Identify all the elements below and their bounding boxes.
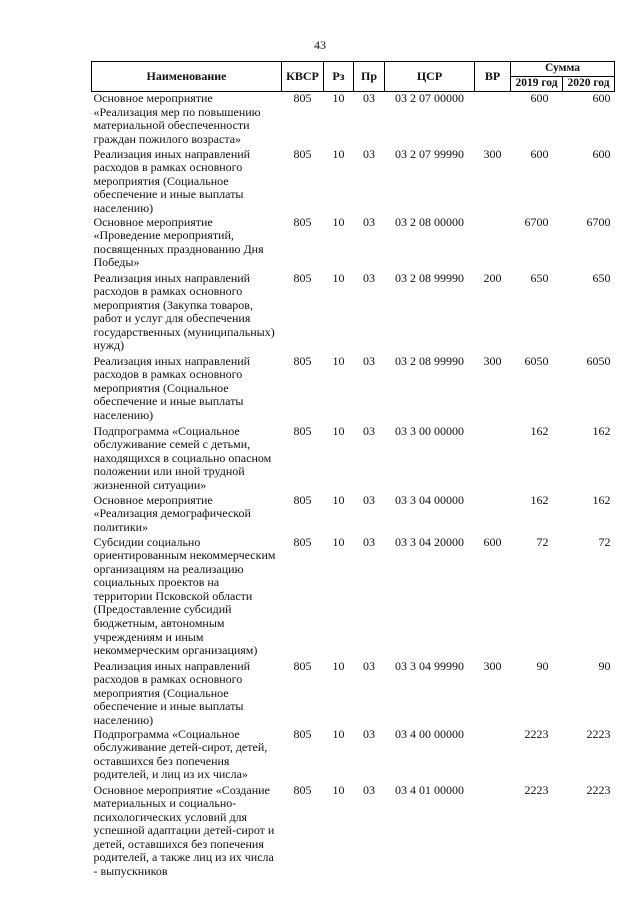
- row-2019: 6050: [524, 353, 549, 368]
- row-rz: 10: [332, 782, 345, 797]
- row-kvsr: 805: [293, 782, 312, 797]
- table-row: [92, 536, 615, 660]
- row-name: Подпрограмма «Социальное обслуживание семей с детьми, находящихся в социально опасном положении или иной трудной жизненной ситуации»: [93, 423, 272, 492]
- row-pr: 03: [363, 91, 375, 105]
- row-2019: 72: [536, 534, 549, 549]
- row-pr: 03: [363, 534, 375, 549]
- row-rz: 10: [332, 726, 345, 741]
- header-2019: 2019 год: [511, 77, 563, 92]
- row-kvsr: 805: [293, 146, 312, 161]
- row-pr: 03: [363, 492, 375, 507]
- row-kvsr: 805: [293, 270, 312, 285]
- row-rz: 10: [332, 270, 345, 285]
- row-2019: 162: [530, 423, 549, 438]
- row-rz: 10: [332, 534, 345, 549]
- table-row: [92, 660, 615, 728]
- row-2019: 600: [530, 146, 549, 161]
- row-name: Основное мероприятие «Реализация мер по повышению материальной обеспеченности граждан пожилого возраста»: [93, 91, 261, 146]
- row-name: Реализация иных направлений расходов в рамках основного мероприятия (Социальное обеспечение и иные выплаты населению): [93, 658, 251, 727]
- row-vr: 300: [483, 658, 502, 673]
- row-kvsr: 805: [293, 658, 312, 673]
- row-pr: 03: [363, 353, 375, 368]
- header-sum: Сумма: [511, 62, 615, 77]
- row-vr: [475, 425, 511, 494]
- row-kvsr: 805: [293, 534, 312, 549]
- table-row: [92, 728, 615, 784]
- row-pr: 03: [363, 423, 375, 438]
- row-name: Реализация иных направлений расходов в рамках основного мероприятия (Социальное обеспечение и иные выплаты населению): [93, 146, 251, 215]
- row-csr: 03 3 04 99990: [395, 658, 464, 673]
- row-rz: 10: [332, 492, 345, 507]
- row-name: Субсидии социально ориентированным некоммерческим организациям на реализацию социальных проектов на территории Псковской области (Предоставление субсидий бюджетным, автономным учреждениям и иным некоммерческим организациям): [93, 534, 276, 658]
- row-pr: 03: [363, 726, 375, 741]
- row-csr: 03 4 00 00000: [395, 726, 464, 741]
- row-csr: 03 4 01 00000: [395, 782, 464, 797]
- table-header: [92, 62, 615, 92]
- row-2020: 2223: [586, 782, 611, 797]
- row-2019: 650: [530, 270, 549, 285]
- row-kvsr: 805: [293, 91, 312, 105]
- row-vr: [475, 216, 511, 272]
- row-2020: 600: [592, 146, 611, 161]
- row-pr: 03: [363, 146, 375, 161]
- table-row: [92, 494, 615, 536]
- table-row: [92, 355, 615, 425]
- table-row: [92, 148, 615, 216]
- row-pr: 03: [363, 270, 375, 285]
- row-vr: [475, 494, 511, 536]
- table-row: [92, 784, 615, 880]
- row-2019: 162: [530, 492, 549, 507]
- row-vr: 300: [483, 146, 502, 161]
- row-rz: 10: [332, 91, 345, 105]
- row-kvsr: 805: [293, 214, 312, 229]
- row-pr: 03: [363, 658, 375, 673]
- row-csr: 03 2 07 00000: [395, 91, 464, 105]
- row-2020: 162: [592, 423, 611, 438]
- row-csr: 03 2 07 99990: [395, 146, 464, 161]
- row-vr: [475, 728, 511, 784]
- row-rz: 10: [332, 353, 345, 368]
- row-name: Основное мероприятие «Проведение мероприятий, посвященных празднованию Дня Победы»: [93, 214, 264, 270]
- row-vr: 300: [483, 353, 502, 368]
- row-name: Основное мероприятие «Создание материальных и социально-психологических условий для успешной адаптации детей-сирот и детей, оставшихся без попечения родителей, а также лиц из их числа - выпускников: [93, 782, 275, 879]
- row-pr: 03: [363, 214, 375, 229]
- row-2020: 650: [592, 270, 611, 285]
- row-kvsr: 805: [293, 726, 312, 741]
- row-2020: 72: [598, 534, 611, 549]
- page-number: 43: [314, 38, 326, 52]
- row-2020: 6050: [586, 353, 611, 368]
- row-2020: 90: [598, 658, 611, 673]
- header-csr: ЦСР: [385, 62, 475, 92]
- row-kvsr: 805: [293, 492, 312, 507]
- row-rz: 10: [332, 214, 345, 229]
- row-2020: 162: [592, 492, 611, 507]
- row-2019: 600: [530, 91, 549, 105]
- row-2020: 6700: [586, 214, 611, 229]
- table-row: [92, 92, 615, 148]
- row-rz: 10: [332, 658, 345, 673]
- header-name: Наименование: [92, 62, 282, 92]
- row-2020: 2223: [586, 726, 611, 741]
- row-rz: 10: [332, 423, 345, 438]
- row-csr: 03 2 08 99990: [395, 353, 464, 368]
- row-kvsr: 805: [293, 353, 312, 368]
- header-kvsr: КВСР: [282, 62, 324, 92]
- row-vr: [475, 92, 511, 148]
- row-2020: 600: [592, 91, 611, 105]
- row-vr: [475, 784, 511, 880]
- header-vr: ВР: [475, 62, 511, 92]
- row-rz: 10: [332, 146, 345, 161]
- header-pr: Пр: [354, 62, 385, 92]
- row-csr: 03 2 08 00000: [395, 214, 464, 229]
- header-rz: Рз: [324, 62, 354, 92]
- row-csr: 03 3 00 00000: [395, 423, 464, 438]
- row-name: Основное мероприятие «Реализация демографической политики»: [93, 492, 251, 534]
- row-csr: 03 2 08 99990: [395, 270, 464, 285]
- row-csr: 03 3 04 00000: [395, 492, 464, 507]
- row-vr: 600: [483, 534, 502, 549]
- row-csr: 03 3 04 20000: [395, 534, 464, 549]
- row-name: Реализация иных направлений расходов в рамках основного мероприятия (Закупка товаров, работ и услуг для обеспечения государственных (муниципальных) нужд): [93, 270, 275, 353]
- budget-table: [91, 61, 615, 880]
- row-2019: 2223: [524, 726, 549, 741]
- header-2020: 2020 год: [563, 77, 615, 92]
- table-row: [92, 272, 615, 355]
- row-vr: 200: [483, 270, 502, 285]
- row-pr: 03: [363, 782, 375, 797]
- row-name: Реализация иных направлений расходов в рамках основного мероприятия (Социальное обеспечение и иные выплаты населению): [93, 353, 251, 422]
- table-body: [92, 92, 615, 880]
- row-2019: 90: [536, 658, 549, 673]
- row-2019: 2223: [524, 782, 549, 797]
- table-row: [92, 216, 615, 272]
- row-2019: 6700: [524, 214, 549, 229]
- row-name: Подпрограмма «Социальное обслуживание детей-сирот, детей, оставшихся без попечения родителей, и лиц из их числа»: [93, 726, 268, 782]
- table-row: [92, 425, 615, 494]
- row-kvsr: 805: [293, 423, 312, 438]
